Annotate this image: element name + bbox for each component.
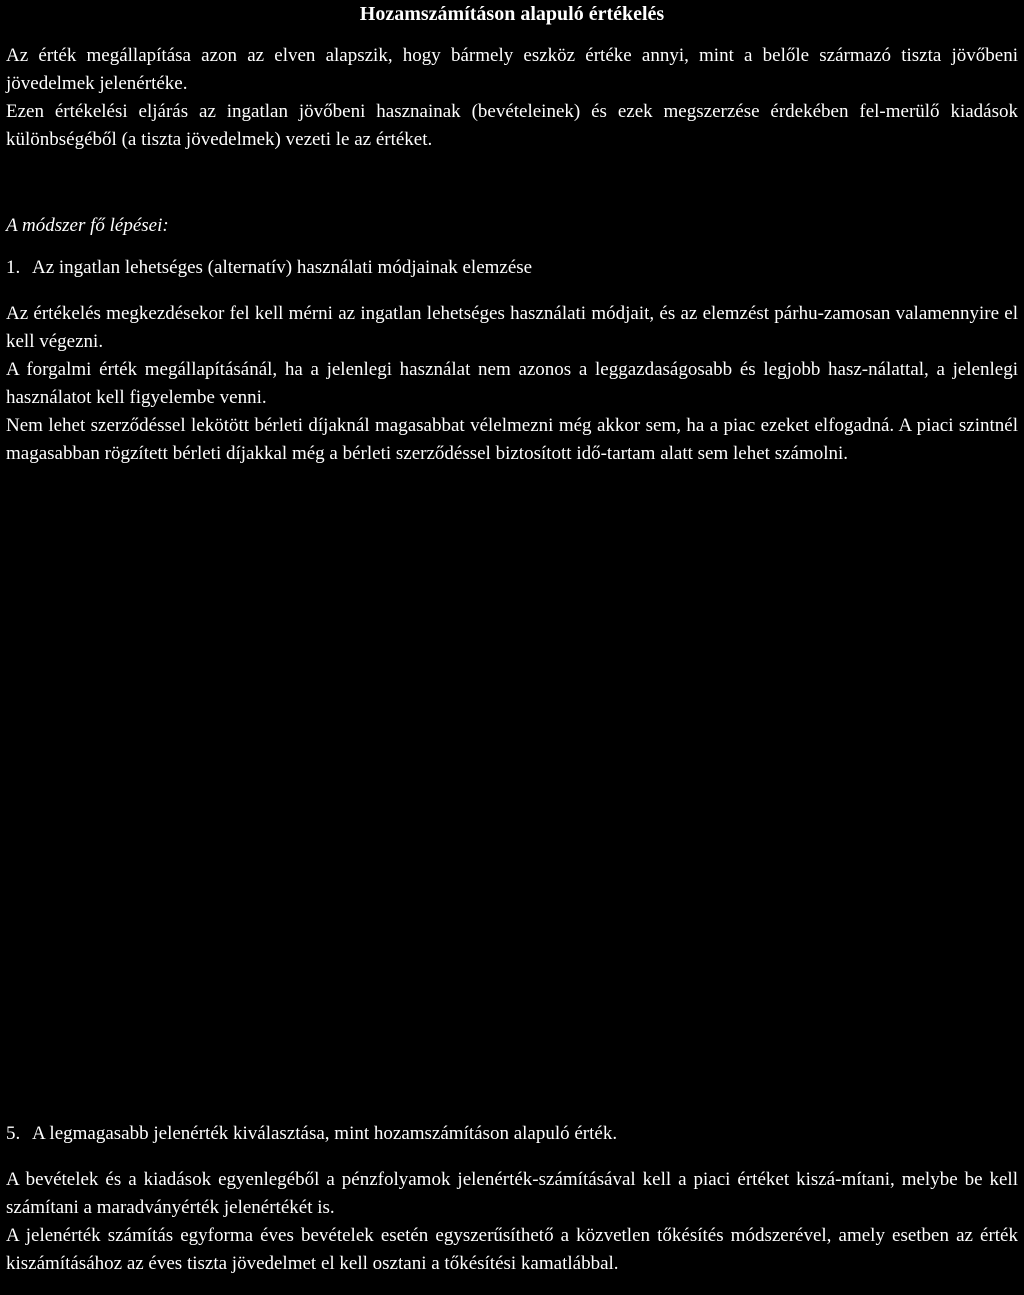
intro-paragraph-1: Az érték megállapítása azon az elven alapszik, hogy bármely eszköz értéke annyi, mint a belőle származó tiszta jövőbeni jövedelmek jelenértéke. xyxy=(6,45,1018,94)
step-5-paragraph-1: A bevételek és a kiadások egyenlegéből a pénzfolyamok jelenérték-számításával kell a piaci értéket kiszá-mítani, melybe be kell számítani a maradványérték jelenértékét is. xyxy=(6,1169,1018,1218)
step-1-body xyxy=(6,300,1018,468)
step-1-paragraph-1: Az értékelés megkezdésekor fel kell mérni az ingatlan lehetséges használati módjait, és az elemzést párhu-zamosan valamennyire el kell végezni. xyxy=(6,303,1018,352)
page-title: Hozamszámításon alapuló értékelés xyxy=(359,3,665,25)
step-1-paragraph-3: Nem lehet szerződéssel lekötött bérleti díjaknál magasabbat vélelmezni még akkor sem, ha a piac ezeket elfogadná. A piaci szintnél magasabban rögzített bérleti díjakkal még a bérleti szerződéssel biztosított idő-tartam alatt sem lehet számolni. xyxy=(6,415,1018,464)
step-1-number: 1. xyxy=(6,257,21,278)
method-heading: A módszer fő lépései: xyxy=(6,215,169,236)
step-1-title: Az ingatlan lehetséges (alternatív) használati módjainak elemzése xyxy=(32,257,533,278)
step-1-paragraph-2: A forgalmi érték megállapításánál, ha a jelenlegi használat nem azonos a leggazdaságosabb és legjobb hasz-nálattal, a jelenlegi használatot kell figyelembe venni. xyxy=(6,359,1018,408)
step-5-number: 5. xyxy=(6,1123,21,1144)
step-5-heading xyxy=(6,1120,1018,1148)
intro-section xyxy=(6,42,1018,154)
step-1-heading xyxy=(6,254,1018,282)
step-5-body xyxy=(6,1166,1018,1278)
intro-paragraph-2: Ezen értékelési eljárás az ingatlan jövőbeni hasznainak (bevételeinek) és ezek megszerzése érdekében fel-merülő kiadások különbségéből (a tiszta jövedelmek) vezeti le az értéket. xyxy=(6,101,1018,150)
step-5-paragraph-2: A jelenérték számítás egyforma éves bevételek esetén egyszerűsíthető a közvetlen tőkésítés módszerével, amely esetben az érték kiszámításához az éves tiszta jövedelmet el kell osztani a tőkésítési kamatlábbal. xyxy=(6,1225,1018,1274)
step-5-title: A legmagasabb jelenérték kiválasztása, mint hozamszámításon alapuló érték. xyxy=(32,1123,618,1144)
